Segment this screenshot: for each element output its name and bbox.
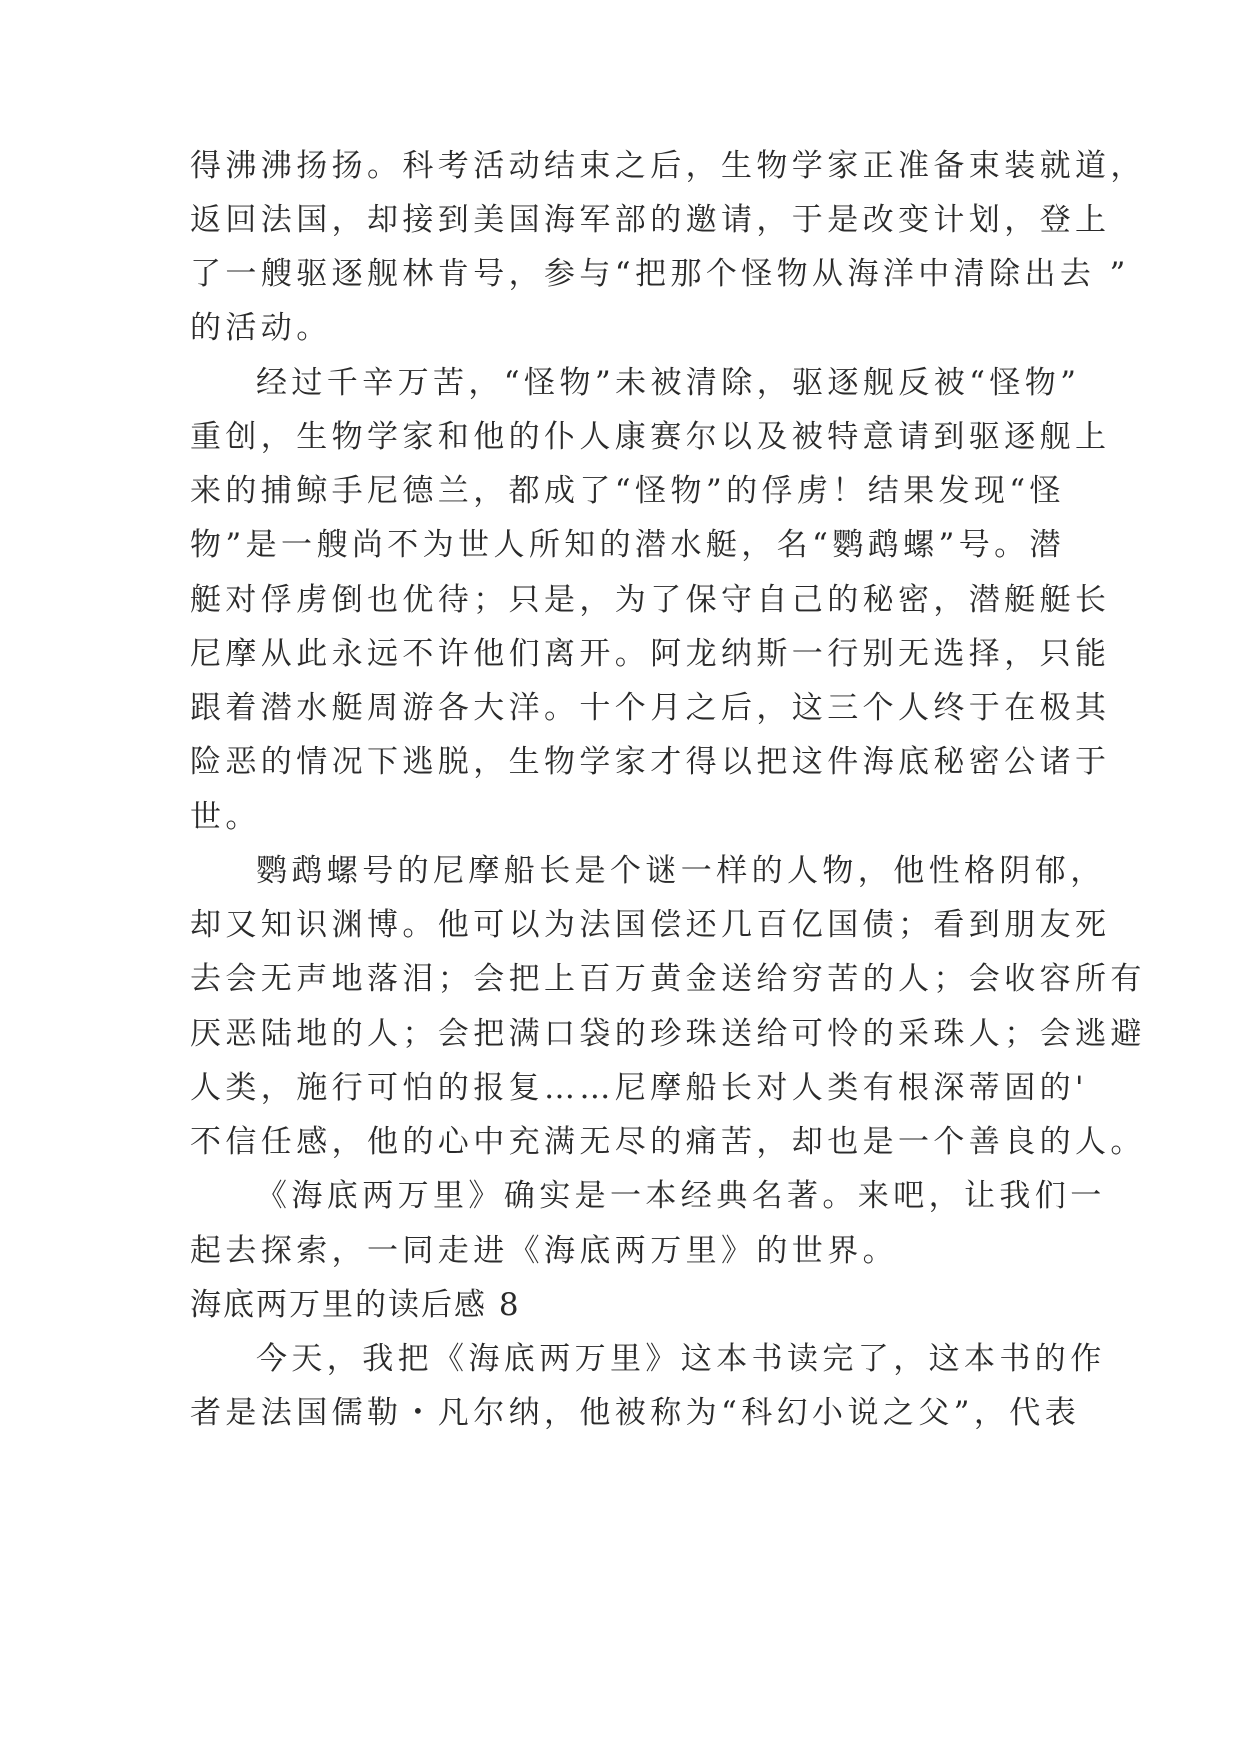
text-line: 艇对俘虏倒也优待；只是，为了保守自己的秘密，潜艇艇长 [190,582,1111,618]
text-line: 起去探索，一同走进《海底两万里》的世界。 [190,1233,898,1269]
text-line: 来的捕鲸手尼德兰，都成了“怪物”的俘虏！结果发现“怪 [190,473,1065,509]
text-line: 人类，施行可怕的报复……尼摩船长对人类有根深蒂固的' [190,1070,1088,1106]
text-line: 了一艘驱逐舰林肯号，参与“把那个怪物从海洋中清除出去 ” [190,256,1130,292]
text-line: 返回法国，却接到美国海军部的邀请，于是改变计划，登上 [190,202,1111,238]
text-line: 却又知识渊博。他可以为法国偿还几百亿国债；看到朋友死 [190,907,1111,943]
text-line: 重创，生物学家和他的仆人康赛尔以及被特意请到驱逐舰上 [190,419,1111,455]
text-line: 尼摩从此永远不许他们离开。阿龙纳斯一行别无选择，只能 [190,636,1111,672]
text-line: 去会无声地落泪；会把上百万黄金送给穷苦的人；会收容所有 [190,961,1146,997]
section-heading: 海底两万里的读后感 8 [190,1287,521,1323]
paragraph-start-line: 《海底两万里》确实是一本经典名著。来吧，让我们一 [256,1178,1106,1214]
paragraph-start-line: 今天，我把《海底两万里》这本书读完了，这本书的作 [256,1341,1106,1377]
text-line: 跟着潜水艇周游各大洋。十个月之后，这三个人终于在极其 [190,690,1111,726]
paragraph-start-line: 经过千辛万苦，“怪物”未被清除，驱逐舰反被“怪物” [256,365,1081,401]
paragraph-start-line: 鹦鹉螺号的尼摩船长是个谜一样的人物，他性格阴郁， [256,853,1106,889]
text-line: 者是法国儒勒・凡尔纳，他被称为“科幻小说之父”，代表 [190,1395,1081,1431]
text-line: 物”是一艘尚不为世人所知的潜水艇，名“鹦鹉螺”号。潜 [190,527,1065,563]
text-line: 的活动。 [190,310,332,346]
text-line: 不信任感，他的心中充满无尽的痛苦，却也是一个善良的人。 [190,1124,1146,1160]
text-line: 世。 [190,799,261,835]
text-line: 险恶的情况下逃脱，生物学家才得以把这件海底秘密公诸于 [190,744,1111,780]
text-line: 得沸沸扬扬。科考活动结束之后，生物学家正准备束装就道， [190,148,1146,184]
text-line: 厌恶陆地的人；会把满口袋的珍珠送给可怜的采珠人；会逃避 [190,1016,1146,1052]
